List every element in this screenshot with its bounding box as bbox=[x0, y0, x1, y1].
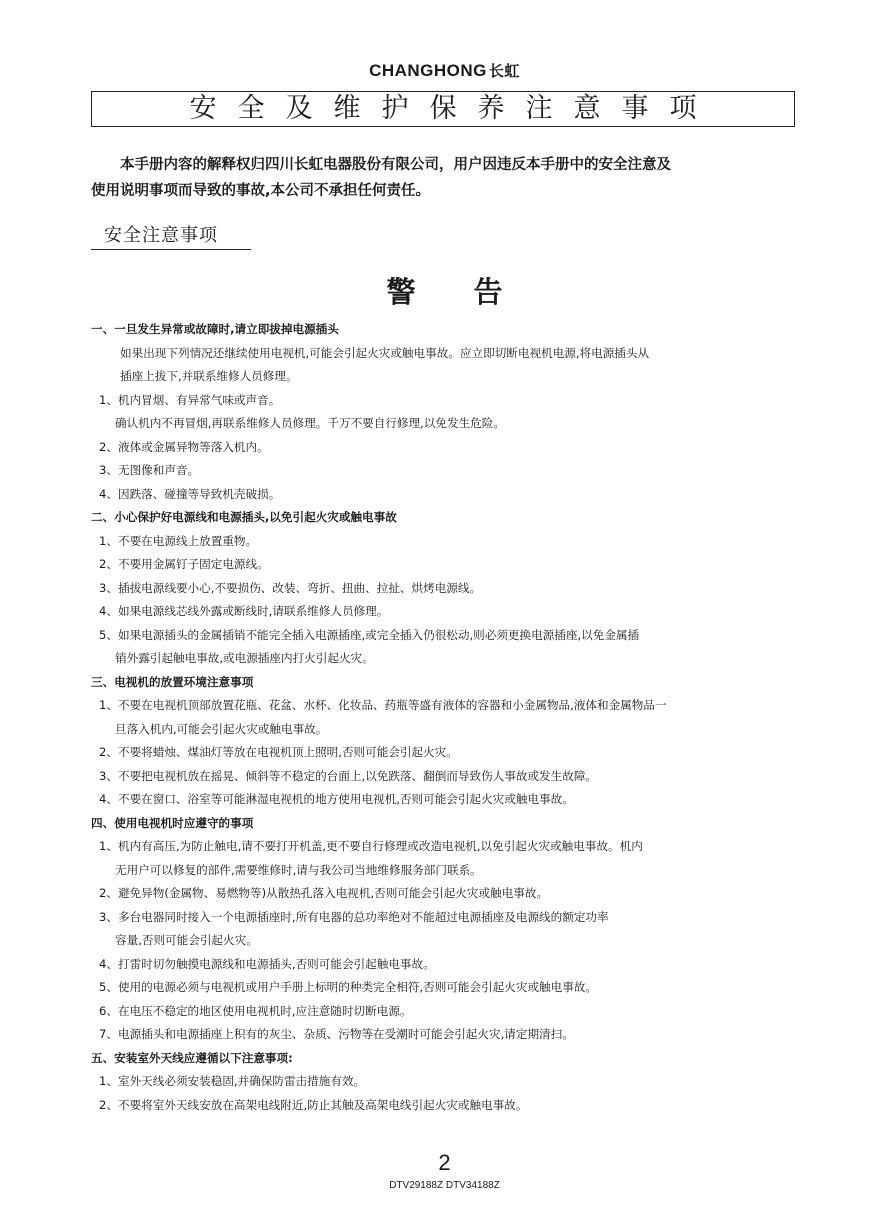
list-item: 2、避免异物(金属物、易燃物等)从散热孔落入电视机,否则可能会引起火灾或触电事故。 bbox=[99, 886, 549, 900]
brand-logo bbox=[0, 60, 889, 81]
list-item: 确认机内不再冒烟,再联系维修人员修理。千万不要自行修理,以免发生危险。 bbox=[115, 416, 505, 430]
section-title: 一、一旦发生异常或故障时,请立即拔掉电源插头 bbox=[91, 322, 339, 336]
section-title: 五、安装室外天线应遵循以下注意事项: bbox=[91, 1050, 293, 1065]
intro-line-2: 使用说明事项而导致的事故,本公司不承担任何责任。 bbox=[91, 183, 431, 199]
list-item: 5、使用的电源必须与电视机或用户手册上标明的种类完全相符,否则可能会引起火灾或触电事故。 bbox=[99, 980, 598, 994]
list-item: 无用户可以修复的部件,需要维修时,请与我公司当地维修服务部门联系。 bbox=[115, 862, 482, 877]
list-item: 1、室外天线必须安装稳固,并确保防雷击措施有效。 bbox=[99, 1074, 366, 1088]
list-item: 4、如果电源线芯线外露或断线时,请联系维修人员修理。 bbox=[99, 604, 389, 618]
page-number: 2 bbox=[438, 1150, 451, 1175]
brand-name-en: CHANGHONG bbox=[369, 61, 487, 80]
list-item: 3、不要把电视机放在摇晃、倾斜等不稳定的台面上,以免跌落、翻倒而导致伤人事故或发生故障。 bbox=[99, 768, 598, 783]
list-item: 4、因跌落、碰撞等导致机壳破损。 bbox=[99, 486, 281, 501]
list-item: 2、不要将蜡烛、煤油灯等放在电视机顶上照明,否则可能会引起火灾。 bbox=[99, 745, 458, 759]
intro-paragraph bbox=[91, 152, 801, 204]
safety-content bbox=[91, 318, 807, 1117]
list-item: 1、机内有高压,为防止触电,请不要打开机盖,更不要自行修理或改造电视机,以免引起火灾或触电事故。机内 bbox=[99, 839, 643, 853]
list-item: 旦落入机内,可能会引起火灾或触电事故。 bbox=[115, 721, 328, 736]
list-item: 3、插拔电源线要小心,不要损伤、改装、弯折、扭曲、拉扯、烘烤电源线。 bbox=[99, 580, 482, 595]
list-item: 1、不要在电视机顶部放置花瓶、花盆、水杯、化妆品、药瓶等盛有液体的容器和小金属物品,液体和金属物品一 bbox=[99, 698, 667, 712]
intro-line-1: 本手册内容的解释权归四川长虹电器股份有限公司，用户因违反本手册中的安全注意及 bbox=[120, 157, 671, 173]
list-item: 插座上拔下,并联系维修人员修理。 bbox=[120, 369, 298, 383]
list-item: 1、不要在电源线上放置重物。 bbox=[99, 533, 258, 548]
list-item: 2、液体或金属异物等落入机内。 bbox=[99, 439, 269, 454]
list-item: 1、机内冒烟、有异常气味或声音。 bbox=[99, 392, 281, 407]
list-item: 销外露引起触电事故,或电源插座内打火引起火灾。 bbox=[115, 651, 374, 665]
list-item: 4、打雷时切勿触摸电源线和电源插头,否则可能会引起触电事故。 bbox=[99, 956, 435, 971]
list-item: 4、不要在窗口、浴室等可能淋湿电视机的地方使用电视机,否则可能会引起火灾或触电事故。 bbox=[99, 792, 574, 806]
section-title: 三、电视机的放置环境注意事项 bbox=[91, 674, 254, 689]
list-item: 6、在电压不稳定的地区使用电视机时,应注意随时切断电源。 bbox=[99, 1003, 412, 1018]
warning-title: 警告 bbox=[386, 275, 561, 309]
page-title: 安全及维护保养注意事项 bbox=[91, 91, 795, 127]
list-item: 3、无图像和声音。 bbox=[99, 463, 200, 477]
list-item: 5、如果电源插头的金属插销不能完全插入电源插座,或完全插入仍很松动,则必须更换电源插座,以免金属插 bbox=[99, 627, 640, 642]
list-item: 2、不要将室外天线安放在高架电线附近,防止其触及高架电线引起火灾或触电事故。 bbox=[99, 1097, 528, 1112]
list-item: 2、不要用金属钉子固定电源线。 bbox=[99, 557, 269, 571]
list-item: 7、电源插头和电源插座上积有的灰尘、杂质、污物等在受潮时可能会引起火灾,请定期清扫。 bbox=[99, 1027, 574, 1041]
brand-name-cn: 长虹 bbox=[488, 62, 520, 80]
list-item: 容量,否则可能会引起火灾。 bbox=[115, 933, 258, 947]
model-number: DTV29188Z DTV34188Z bbox=[389, 1180, 500, 1191]
list-item: 3、多台电器同时接入一个电源插座时,所有电器的总功率绝对不能超过电源插座及电源线的额定功率 bbox=[99, 909, 609, 924]
section-title: 二、小心保护好电源线和电源插头,以免引起火灾或触电事故 bbox=[91, 510, 397, 524]
section-heading: 安全注意事项 bbox=[91, 222, 251, 250]
list-item: 如果出现下列情况还继续使用电视机,可能会引起火灾或触电事故。应立即切断电视机电源,将电源插头从 bbox=[120, 345, 650, 360]
section-title: 四、使用电视机时应遵守的事项 bbox=[91, 815, 254, 830]
